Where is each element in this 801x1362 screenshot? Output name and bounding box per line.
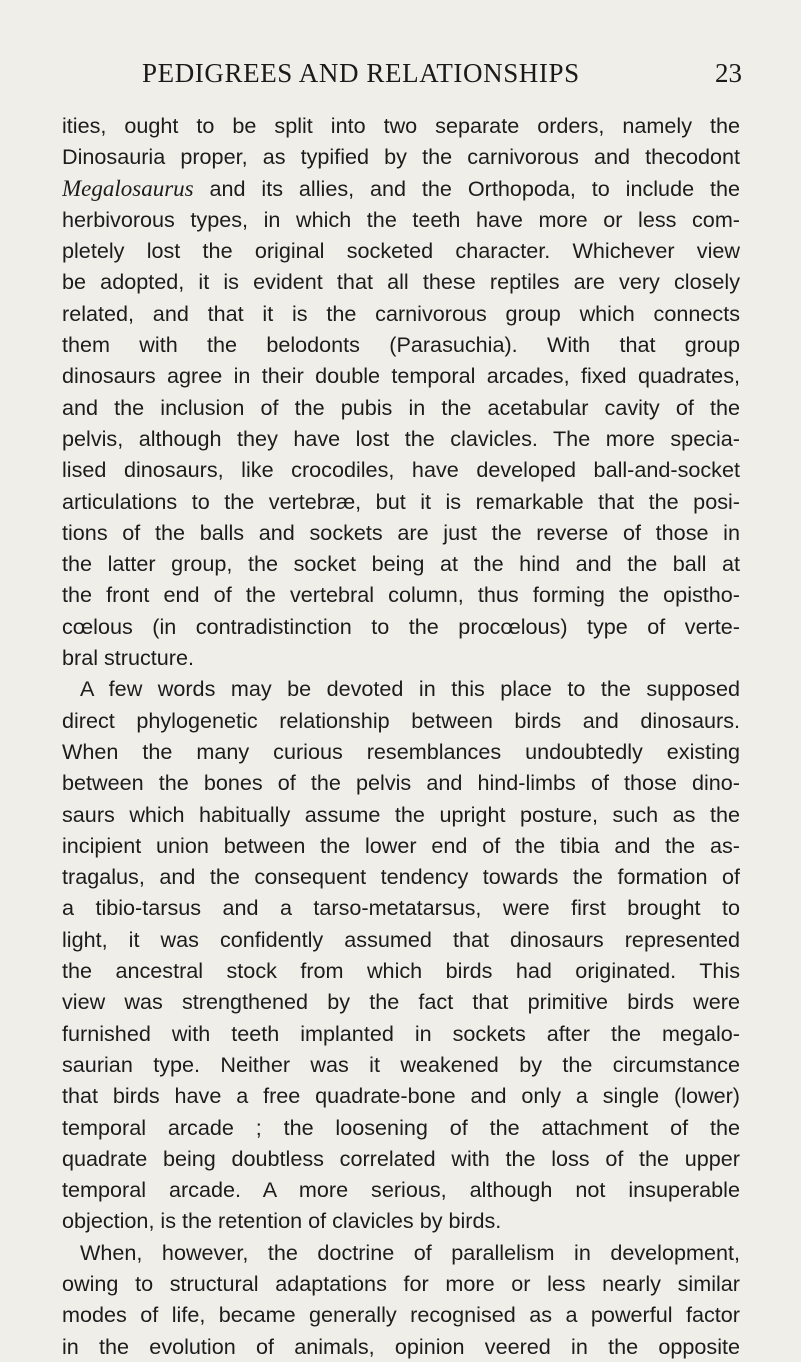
text-line: related, and that it is the carnivorous group which connects — [62, 300, 740, 326]
text-line: in the evolution of animals, opinion veered in the opposite — [62, 1333, 740, 1359]
text-line: view was strengthened by the fact that primitive birds were — [62, 989, 740, 1015]
text-line: temporal arcade ; the loosening of the attachment of the — [62, 1114, 740, 1140]
text-line: tragalus, and the consequent tendency towards the formation of — [62, 864, 740, 890]
text-line: pletely lost the original socketed character. Whichever view — [62, 238, 740, 264]
text-line: lised dinosaurs, like crocodiles, have developed ball-and-socket — [62, 457, 740, 483]
text-line: saurs which habitually assume the upright posture, such as the — [62, 801, 740, 827]
text-line: light, it was confidently assumed that dinosaurs represented — [62, 926, 740, 952]
text-line: quadrate being doubtless correlated with the loss of the upper — [62, 1145, 740, 1171]
text-line: between the bones of the pelvis and hind-limbs of those dino- — [62, 770, 740, 796]
text-line: the latter group, the socket being at the hind and the ball at — [62, 551, 740, 577]
text-line: objection, is the retention of clavicles by birds. — [62, 1208, 502, 1234]
text-line: incipient union between the lower end of the tibia and the as- — [62, 832, 740, 858]
body-text — [62, 110, 740, 1362]
text-line: dinosaurs agree in their double temporal arcades, fixed quadrates, — [62, 363, 740, 389]
text-line: a tibio-tarsus and a tarso-metatarsus, were first brought to — [62, 895, 740, 921]
text-line-rest: and its allies, and the Orthopoda, to include the — [209, 175, 740, 201]
text-line: Dinosauria proper, as typified by the carnivorous and thecodont — [62, 144, 740, 170]
text-line: temporal arcade. A more serious, although not insuperable — [62, 1177, 740, 1203]
text-line: cœlous (in contradistinction to the procœlous) type of verte- — [62, 613, 740, 639]
page-number: 23 — [715, 58, 742, 88]
text-line: and the inclusion of the pubis in the acetabular cavity of the — [62, 394, 740, 420]
running-head: PEDIGREES AND RELATIONSHIPS — [142, 58, 580, 88]
text-line: bral structure. — [62, 645, 195, 671]
text-line — [62, 173, 740, 204]
text-line: that birds have a free quadrate-bone and only a single (lower) — [62, 1083, 740, 1109]
text-line: tions of the balls and sockets are just the reverse of those in — [62, 519, 740, 545]
text-line: saurian type. Neither was it weakened by the circumstance — [62, 1051, 740, 1077]
text-line: the front end of the vertebral column, thus forming the opistho- — [62, 582, 740, 608]
text-line: modes of life, became generally recognised as a powerful factor — [62, 1302, 740, 1328]
paragraph-start: A few words may be devoted in this place to the supposed — [80, 676, 740, 702]
text-line: the ancestral stock from which birds had originated. This — [62, 958, 740, 984]
text-line: ities, ought to be split into two separate orders, namely the — [62, 113, 740, 138]
page-header — [62, 58, 742, 94]
text-line: pelvis, although they have lost the clavicles. The more specia- — [62, 425, 740, 451]
text-line: When the many curious resemblances undoubtedly existing — [62, 738, 740, 764]
paragraph-start: When, however, the doctrine of parallelism in development, — [80, 1239, 740, 1265]
text-line: articulations to the vertebræ, but it is remarkable that the posi- — [62, 488, 740, 514]
italic-term: Megalosaurus — [62, 175, 194, 201]
text-line: herbivorous types, in which the teeth have more or less com- — [62, 206, 740, 232]
text-line: be adopted, it is evident that all these reptiles are very closely — [62, 269, 740, 295]
text-line: them with the belodonts (Parasuchia). With that group — [62, 332, 740, 358]
text-line: direct phylogenetic relationship between birds and dinosaurs. — [62, 707, 740, 733]
text-line: owing to structural adaptations for more or less nearly similar — [62, 1270, 740, 1296]
text-line: furnished with teeth implanted in sockets after the megalo- — [62, 1020, 740, 1046]
